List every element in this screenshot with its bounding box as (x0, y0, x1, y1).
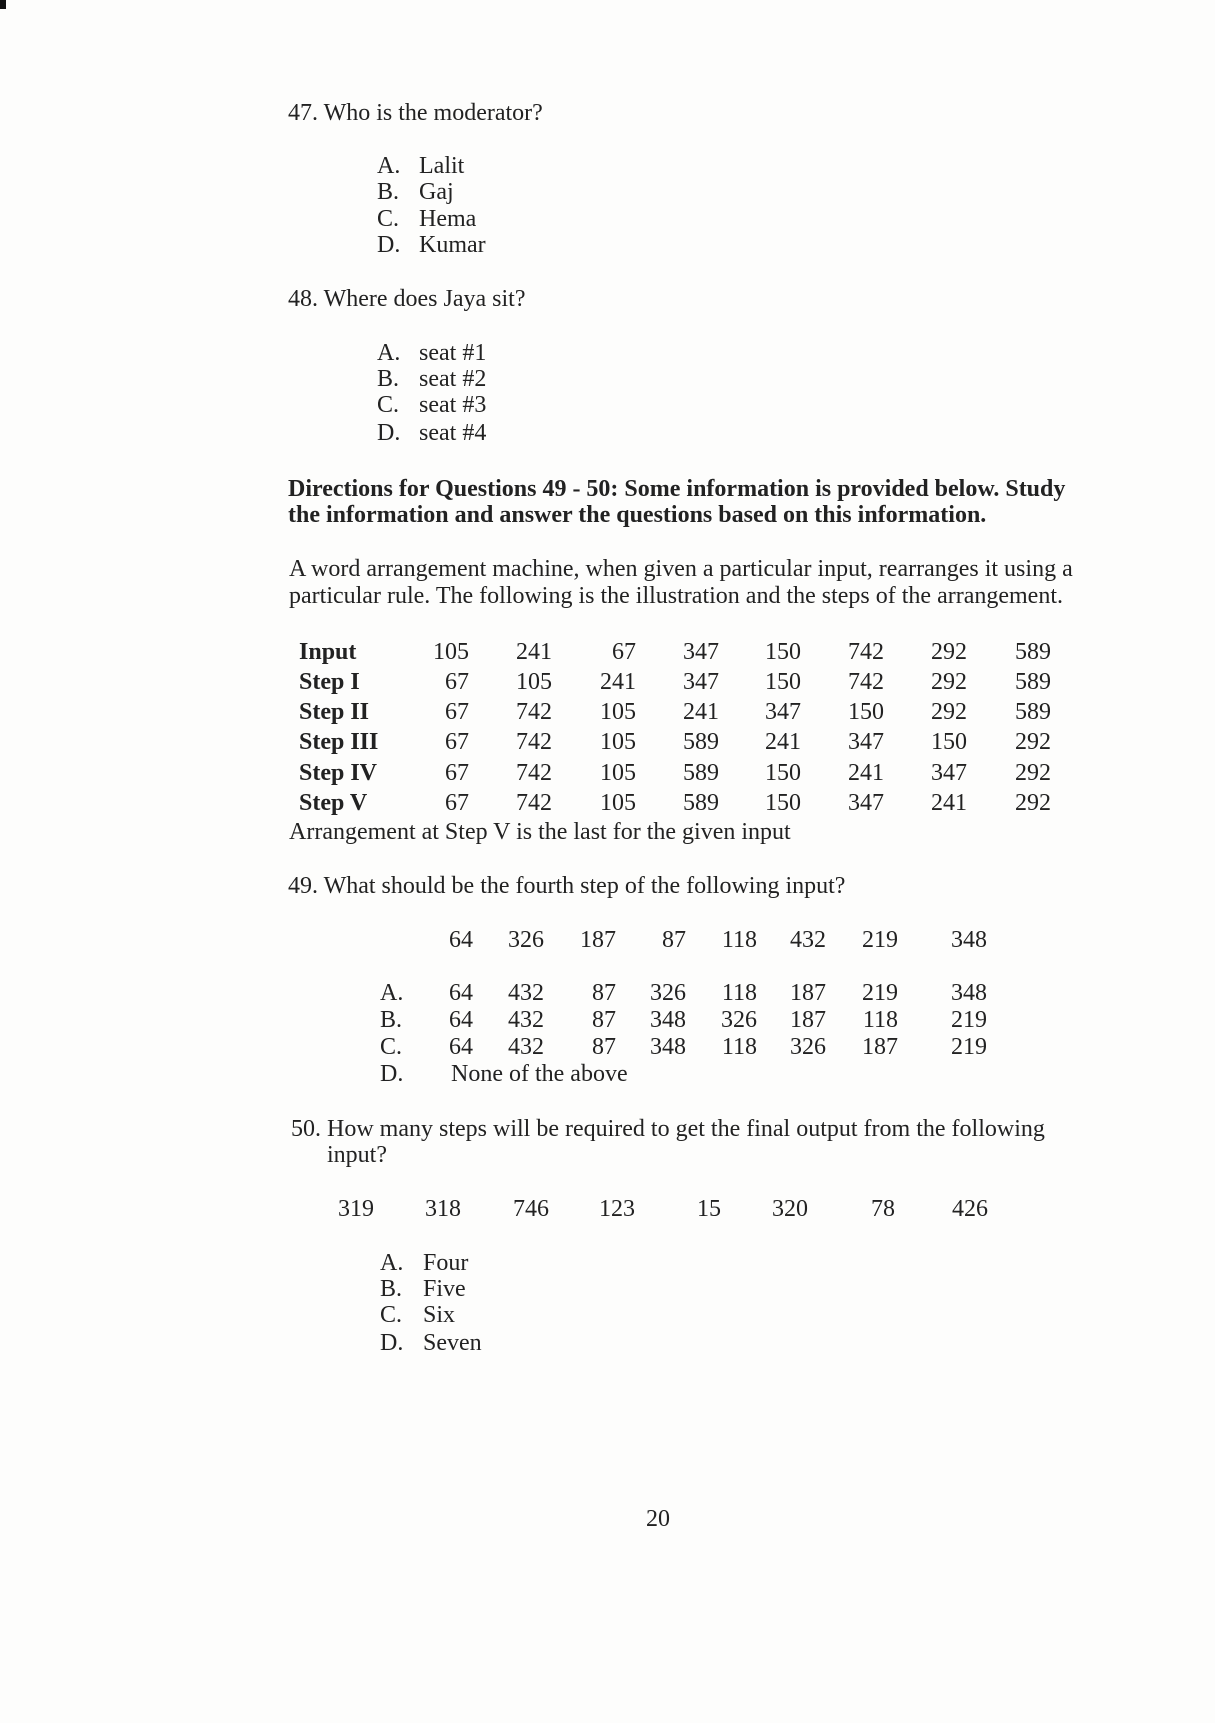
option-value: 432 (508, 1034, 544, 1060)
option-letter: D. (380, 1061, 404, 1087)
question-50-option-b (0, 1276, 1215, 1302)
row-label: Step I (299, 669, 360, 695)
option-value: 187 (862, 1034, 898, 1060)
option-letter: A. (380, 1250, 404, 1276)
option-value: 326 (721, 1007, 757, 1033)
row-value: 742 (516, 790, 552, 816)
option-value: 432 (508, 1007, 544, 1033)
option-letter: D. (377, 232, 401, 258)
row-value: 105 (600, 760, 636, 786)
row-value: 292 (1015, 729, 1051, 755)
option-value: 118 (721, 1034, 757, 1060)
row-value: 67 (445, 760, 469, 786)
row-value: 292 (931, 669, 967, 695)
input-value: 348 (951, 927, 987, 953)
option-letter: A. (377, 153, 401, 179)
option-value: 219 (951, 1034, 987, 1060)
question-50-stem-line-2: input? (327, 1142, 387, 1168)
row-value: 67 (445, 669, 469, 695)
question-48-option-a (0, 340, 1215, 366)
row-value: 150 (931, 729, 967, 755)
option-value: 348 (650, 1007, 686, 1033)
option-value: 219 (951, 1007, 987, 1033)
question-49-option-b (0, 1007, 1215, 1033)
row-value: 292 (1015, 760, 1051, 786)
input-value: 432 (790, 927, 826, 953)
row-value: 742 (848, 639, 884, 665)
row-value: 347 (931, 760, 967, 786)
row-value: 105 (600, 790, 636, 816)
input-value: 426 (952, 1196, 988, 1222)
row-value: 347 (765, 699, 801, 725)
row-label: Step III (299, 729, 379, 755)
row-value: 241 (848, 760, 884, 786)
row-value: 589 (683, 760, 719, 786)
question-48-option-b (0, 366, 1215, 392)
row-value: 589 (1015, 699, 1051, 725)
question-47-option-b (0, 179, 1215, 205)
option-text: None of the above (451, 1061, 628, 1087)
input-value: 64 (449, 927, 473, 953)
question-47-option-d (0, 232, 1215, 258)
row-value: 742 (848, 669, 884, 695)
row-value: 67 (445, 699, 469, 725)
row-value: 241 (931, 790, 967, 816)
question-49-input (0, 927, 1215, 953)
option-value: 64 (449, 1007, 473, 1033)
question-47-stem: 47. Who is the moderator? (288, 100, 543, 126)
row-value: 241 (516, 639, 552, 665)
input-value: 318 (425, 1196, 461, 1222)
option-letter: A. (377, 340, 401, 366)
option-value: 187 (790, 980, 826, 1006)
option-letter: D. (380, 1330, 404, 1356)
option-text: Five (423, 1276, 466, 1302)
row-value: 241 (600, 669, 636, 695)
row-value: 589 (683, 729, 719, 755)
row-value: 292 (1015, 790, 1051, 816)
row-value: 742 (516, 729, 552, 755)
illustration-row-step-2 (0, 699, 1215, 725)
option-letter: C. (380, 1302, 403, 1328)
option-letter: B. (380, 1007, 403, 1033)
row-value: 150 (765, 669, 801, 695)
question-47-option-c (0, 206, 1215, 232)
row-value: 589 (683, 790, 719, 816)
row-label: Input (299, 639, 357, 665)
input-value: 187 (580, 927, 616, 953)
row-value: 67 (612, 639, 636, 665)
row-value: 105 (600, 699, 636, 725)
row-value: 241 (765, 729, 801, 755)
illustration-row-step-4 (0, 760, 1215, 786)
question-49-stem: 49. What should be the fourth step of the following input? (288, 873, 846, 899)
option-letter: A. (380, 980, 404, 1006)
row-value: 105 (433, 639, 469, 665)
illustration-row-step-5 (0, 790, 1215, 816)
option-letter: B. (377, 179, 400, 205)
option-letter: D. (377, 420, 401, 446)
intro-line-2: particular rule. The following is the illustration and the steps of the arrangement. (289, 583, 1063, 609)
option-text: seat #2 (419, 366, 487, 392)
illustration-row-step-1 (0, 669, 1215, 695)
page-number: 20 (646, 1506, 670, 1532)
intro-line-1: A word arrangement machine, when given a particular input, rearranges it using a (289, 556, 1073, 582)
option-value: 64 (449, 1034, 473, 1060)
option-value: 432 (508, 980, 544, 1006)
option-value: 87 (592, 1034, 616, 1060)
row-label: Step V (299, 790, 368, 816)
option-text: Hema (419, 206, 477, 232)
illustration-note: Arrangement at Step V is the last for the given input (289, 819, 791, 845)
option-value: 326 (650, 980, 686, 1006)
question-50-input (0, 1196, 1215, 1222)
row-value: 150 (765, 790, 801, 816)
question-47-option-a (0, 153, 1215, 179)
row-value: 67 (445, 790, 469, 816)
row-value: 347 (683, 669, 719, 695)
row-value: 150 (848, 699, 884, 725)
input-value: 87 (662, 927, 686, 953)
option-value: 326 (790, 1034, 826, 1060)
input-value: 219 (862, 927, 898, 953)
question-48-option-d (0, 420, 1215, 446)
row-value: 347 (848, 790, 884, 816)
option-value: 348 (951, 980, 987, 1006)
question-48-stem: 48. Where does Jaya sit? (288, 286, 526, 312)
option-value: 118 (862, 1007, 898, 1033)
question-50-stem-line-1: 50. How many steps will be required to get the final output from the following (291, 1116, 1045, 1142)
row-value: 347 (683, 639, 719, 665)
row-value: 589 (1015, 639, 1051, 665)
option-text: Six (423, 1302, 456, 1328)
option-letter: B. (377, 366, 400, 392)
question-50-option-a (0, 1250, 1215, 1276)
directions-line-2: the information and answer the questions based on this information. (288, 502, 987, 528)
option-text: Four (423, 1250, 469, 1276)
input-value: 320 (772, 1196, 808, 1222)
option-text: Seven (423, 1330, 482, 1356)
question-49-option-d (0, 1061, 1215, 1087)
question-48-option-c (0, 392, 1215, 418)
row-value: 105 (516, 669, 552, 695)
row-value: 150 (765, 639, 801, 665)
option-letter: B. (380, 1276, 403, 1302)
question-50-option-d (0, 1330, 1215, 1356)
input-value: 746 (513, 1196, 549, 1222)
row-value: 292 (931, 639, 967, 665)
illustration-row-step-3 (0, 729, 1215, 755)
row-value: 742 (516, 699, 552, 725)
row-value: 347 (848, 729, 884, 755)
row-value: 67 (445, 729, 469, 755)
row-label: Step II (299, 699, 370, 725)
row-value: 589 (1015, 669, 1051, 695)
input-value: 15 (697, 1196, 721, 1222)
option-text: Kumar (419, 232, 486, 258)
row-value: 292 (931, 699, 967, 725)
row-value: 742 (516, 760, 552, 786)
illustration-row-input (0, 639, 1215, 665)
scan-mark (0, 0, 6, 9)
question-50-option-c (0, 1302, 1215, 1328)
row-value: 241 (683, 699, 719, 725)
row-value: 105 (600, 729, 636, 755)
option-letter: C. (380, 1034, 403, 1060)
option-text: Lalit (419, 153, 465, 179)
row-label: Step IV (299, 760, 378, 786)
input-value: 118 (721, 927, 757, 953)
option-value: 87 (592, 980, 616, 1006)
option-value: 87 (592, 1007, 616, 1033)
option-value: 219 (862, 980, 898, 1006)
option-value: 64 (449, 980, 473, 1006)
option-letter: C. (377, 206, 400, 232)
option-text: seat #1 (419, 340, 487, 366)
row-value: 150 (765, 760, 801, 786)
input-value: 319 (338, 1196, 374, 1222)
option-value: 187 (790, 1007, 826, 1033)
option-text: Gaj (419, 179, 454, 205)
input-value: 78 (871, 1196, 895, 1222)
option-text: seat #4 (419, 420, 487, 446)
option-value: 118 (721, 980, 757, 1006)
question-49-option-c (0, 1034, 1215, 1060)
option-text: seat #3 (419, 392, 487, 418)
option-value: 348 (650, 1034, 686, 1060)
option-letter: C. (377, 392, 400, 418)
directions-line-1: Directions for Questions 49 - 50: Some information is provided below. Study (288, 476, 1066, 502)
input-value: 326 (508, 927, 544, 953)
question-49-option-a (0, 980, 1215, 1006)
input-value: 123 (599, 1196, 635, 1222)
